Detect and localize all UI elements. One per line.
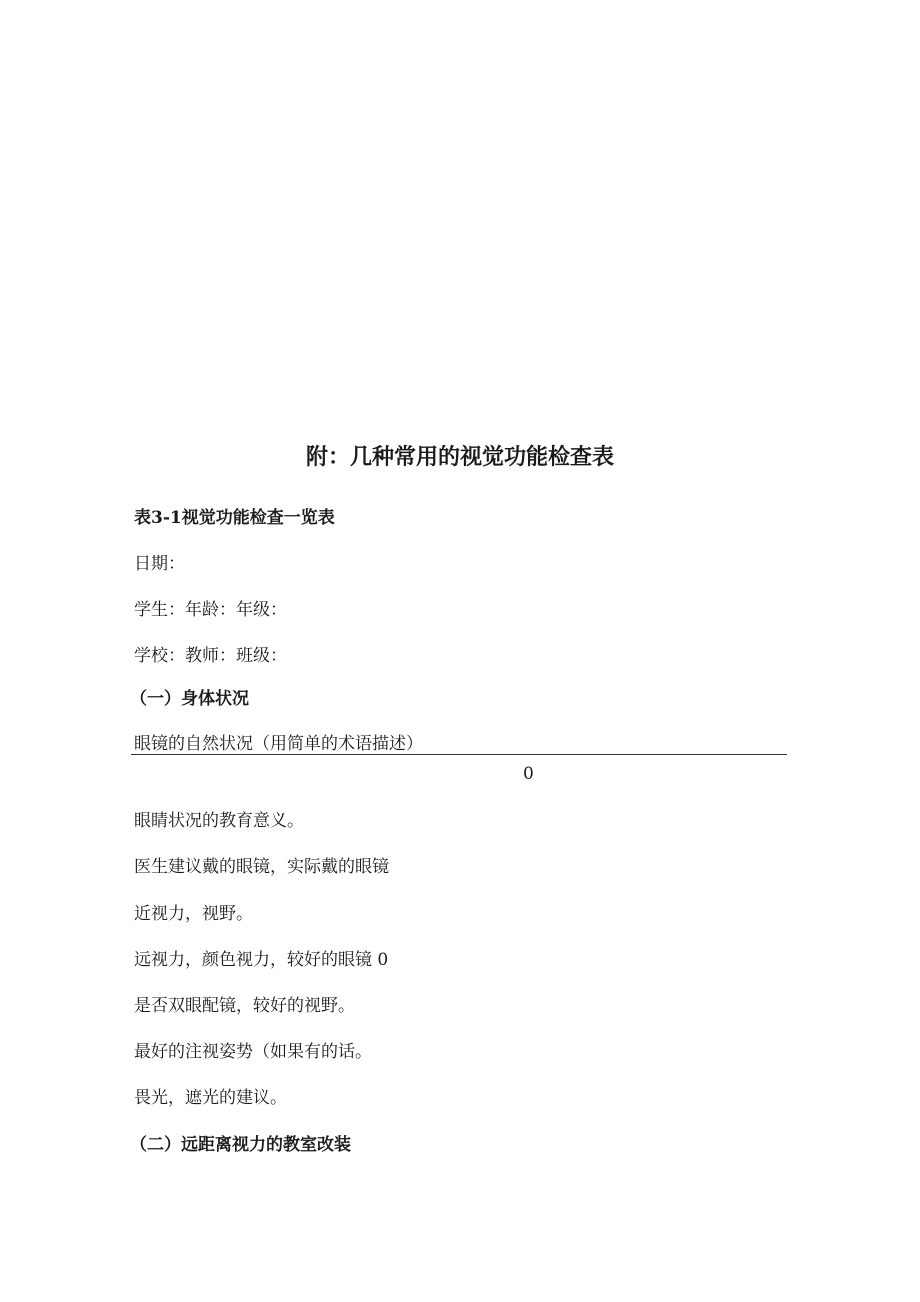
date-field-label: 日期： [134,554,185,574]
section-heading-physical: （一）身体状况 [130,689,249,709]
fill-in-value: 0 [523,764,534,784]
student-field-labels: 学生：年龄：年级： [134,600,287,620]
page-title: 附：几种常用的视觉功能检查表 [305,444,614,470]
fill-in-underline [131,754,787,755]
list-item: 近视力，视野。 [134,904,253,924]
school-field-labels: 学校：教师：班级： [134,646,287,666]
glasses-natural-label: 眼镜的自然状况（用简单的术语描述） [134,734,423,754]
table-caption: 表3-1视觉功能检查一览表 [134,508,335,528]
list-item: 眼睛状况的教育意义。 [134,811,304,831]
list-item: 远视力，颜色视力，较好的眼镜 0 [134,950,389,970]
list-item: 畏光，遮光的建议。 [134,1088,287,1108]
section-heading-classroom: （二）远距离视力的教室改装 [130,1135,351,1155]
list-item: 最好的注视姿势（如果有的话。 [134,1042,372,1062]
list-item: 是否双眼配镜，较好的视野。 [134,996,355,1016]
list-item: 医生建议戴的眼镜，实际戴的眼镜 [134,857,389,877]
